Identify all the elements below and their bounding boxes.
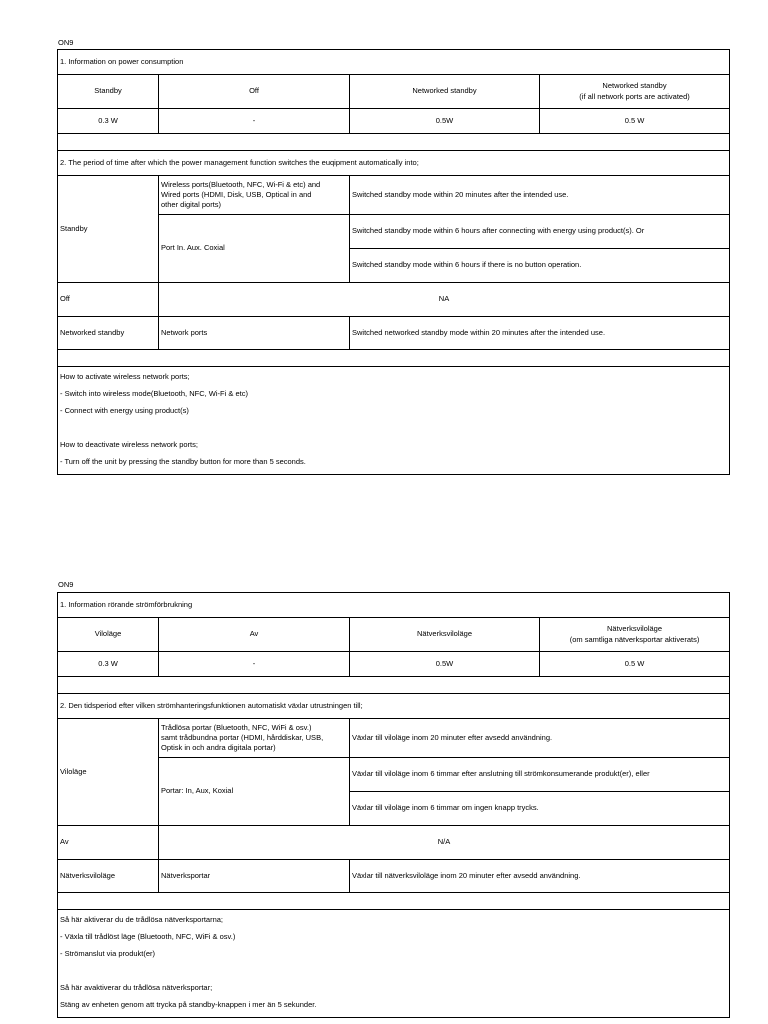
instruction-line (60, 966, 727, 983)
value-networked-standby-all: 0.5 W (540, 652, 730, 677)
instruction-line: Stäng av enheten genom att trycka på standby-knappen i mer än 5 sekunder. (60, 1000, 317, 1009)
off-label: Av (58, 826, 159, 860)
network-ports-desc: Växlar till nätverksviloläge inom 20 minuter efter avsedd användning. (350, 860, 730, 893)
header-networked-standby: Networked standby (350, 75, 540, 109)
value-off: - (159, 652, 350, 677)
instruction-line: How to activate wireless network ports; (60, 372, 190, 381)
instruction-line: - Turn off the unit by pressing the standby button for more than 5 seconds. (60, 457, 306, 466)
instructions-block (58, 367, 730, 475)
power-table-sv (57, 592, 730, 1018)
instruction-line: - Strömanslut via produkt(er) (60, 949, 156, 958)
header-standby: Viloläge (58, 618, 159, 652)
network-ports-label: Network ports (159, 317, 350, 350)
off-value: NA (159, 283, 730, 317)
port-in-desc-1: Växlar till viloläge inom 6 timmar efter anslutning till strömkonsumerande produkt(er), eller (350, 758, 730, 792)
header-off: Off (159, 75, 350, 109)
instructions-block (58, 910, 730, 1018)
port-in-label: Portar: In, Aux, Koxial (159, 758, 350, 826)
instruction-line: - Connect with energy using product(s) (60, 406, 189, 415)
port-in-label: Port In. Aux. Coxial (159, 215, 350, 283)
value-off: - (159, 109, 350, 134)
off-value: N/A (159, 826, 730, 860)
value-networked-standby: 0.5W (350, 109, 540, 134)
value-standby: 0.3 W (58, 652, 159, 677)
networked-standby-label: Networked standby (58, 317, 159, 350)
network-ports-label: Nätverksportar (159, 860, 350, 893)
wireless-ports-label: Trådlösa portar (Bluetooth, NFC, WiFi & osv.) samt trådbundna portar (HDMI, hårddiskar, USB, Optisk in och andra digitala portar) (159, 719, 350, 758)
off-label: Off (58, 283, 159, 317)
spacer-row (58, 893, 730, 910)
section2-title: 2. The period of time after which the power management function switches the euqipment automatically into; (58, 151, 730, 176)
model-label-sv: ON9 (58, 580, 74, 589)
network-ports-desc: Switched networked standby mode within 20 minutes after the intended use. (350, 317, 730, 350)
port-in-desc-1: Switched standby mode within 6 hours after connecting with energy using product(s). Or (350, 215, 730, 249)
standby-label: Standby (58, 176, 159, 283)
instruction-line: How to deactivate wireless network ports; (60, 440, 198, 449)
section1-title: 1. Information rörande strömförbrukning (58, 593, 730, 618)
spacer-row (58, 677, 730, 694)
model-label-en: ON9 (58, 38, 74, 47)
header-networked-standby-all: Networked standby (if all network ports are activated) (540, 75, 730, 109)
networked-standby-label: Nätverksviloläge (58, 860, 159, 893)
port-in-desc-2: Växlar till viloläge inom 6 timmar om ingen knapp trycks. (350, 792, 730, 826)
wireless-ports-desc: Växlar till viloläge inom 20 minuter efter avsedd användning. (350, 719, 730, 758)
instruction-line: - Switch into wireless mode(Bluetooth, NFC, Wi-Fi & etc) (60, 389, 248, 398)
standby-label: Viloläge (58, 719, 159, 826)
value-networked-standby: 0.5W (350, 652, 540, 677)
header-standby: Standby (58, 75, 159, 109)
wireless-ports-desc: Switched standby mode within 20 minutes after the intended use. (350, 176, 730, 215)
spacer-row (58, 134, 730, 151)
value-standby: 0.3 W (58, 109, 159, 134)
section2-title: 2. Den tidsperiod efter vilken strömhanteringsfunktionen automatiskt växlar utrustningen till; (58, 694, 730, 719)
header-networked-standby-all: Nätverksviloläge (om samtliga nätverksportar aktiverats) (540, 618, 730, 652)
header-networked-standby: Nätverksviloläge (350, 618, 540, 652)
instruction-line: Så här avaktiverar du trådlösa nätverksportar; (60, 983, 213, 992)
instruction-line (60, 423, 727, 440)
instruction-line: Så här aktiverar du de trådlösa nätverksportarna; (60, 915, 224, 924)
port-in-desc-2: Switched standby mode within 6 hours if there is no button operation. (350, 249, 730, 283)
wireless-ports-label: Wireless ports(Bluetooth, NFC, Wi-Fi & etc) and Wired ports (HDMI, Disk, USB, Optical in and other digital ports) (159, 176, 350, 215)
section1-title: 1. Information on power consumption (58, 50, 730, 75)
value-networked-standby-all: 0.5 W (540, 109, 730, 134)
instruction-line: - Växla till trådlöst läge (Bluetooth, NFC, WiFi & osv.) (60, 932, 236, 941)
power-table-en (57, 49, 730, 475)
header-off: Av (159, 618, 350, 652)
spacer-row (58, 350, 730, 367)
